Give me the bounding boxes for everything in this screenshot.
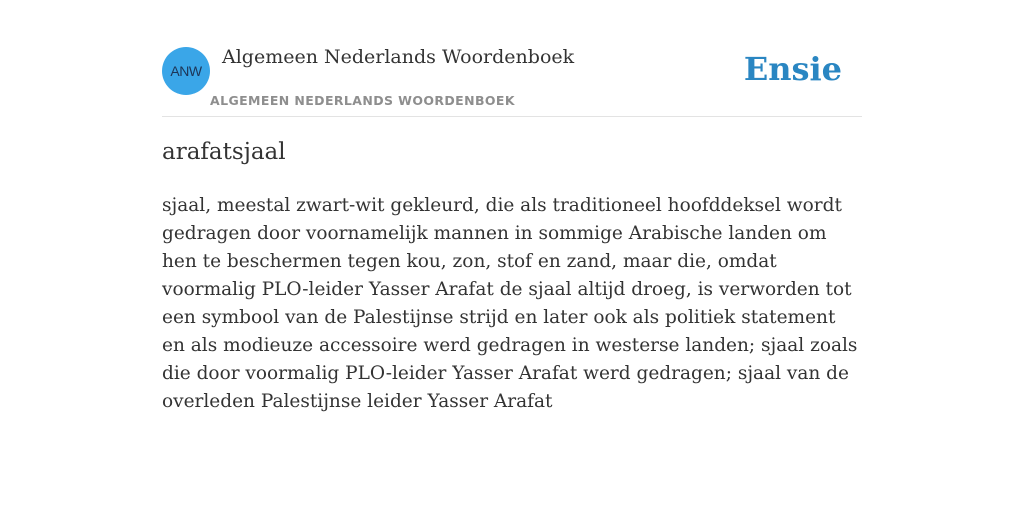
source-header xyxy=(162,46,862,117)
entry-definition: sjaal, meestal zwart-wit gekleurd, die als traditioneel hoofddeksel wordt gedragen door voornamelijk mannen in sommige Arabische landen om hen te beschermen tegen kou, zon, stof en zand, maar die, omdat voormalig PLO-leider Yasser Arafat de sjaal altijd droeg, is verworden tot een symbool van de Palestijnse strijd en later ook als politiek statement en als modieuze accessoire werd gedragen in westerse landen; sjaal zoals die door voormalig PLO-leider Yasser Arafat werd gedragen; sjaal van de overleden Palestijnse leider Yasser Arafat xyxy=(162,195,858,412)
source-subtitle: ALGEMEEN NEDERLANDS WOORDENBOEK xyxy=(210,93,515,108)
entry-term: arafatsjaal xyxy=(162,139,286,165)
anw-logo[interactable]: ANW xyxy=(162,47,210,95)
source-title[interactable]: Algemeen Nederlands Woordenboek xyxy=(222,46,575,68)
ensie-logo-link[interactable]: Ensie xyxy=(743,50,842,88)
